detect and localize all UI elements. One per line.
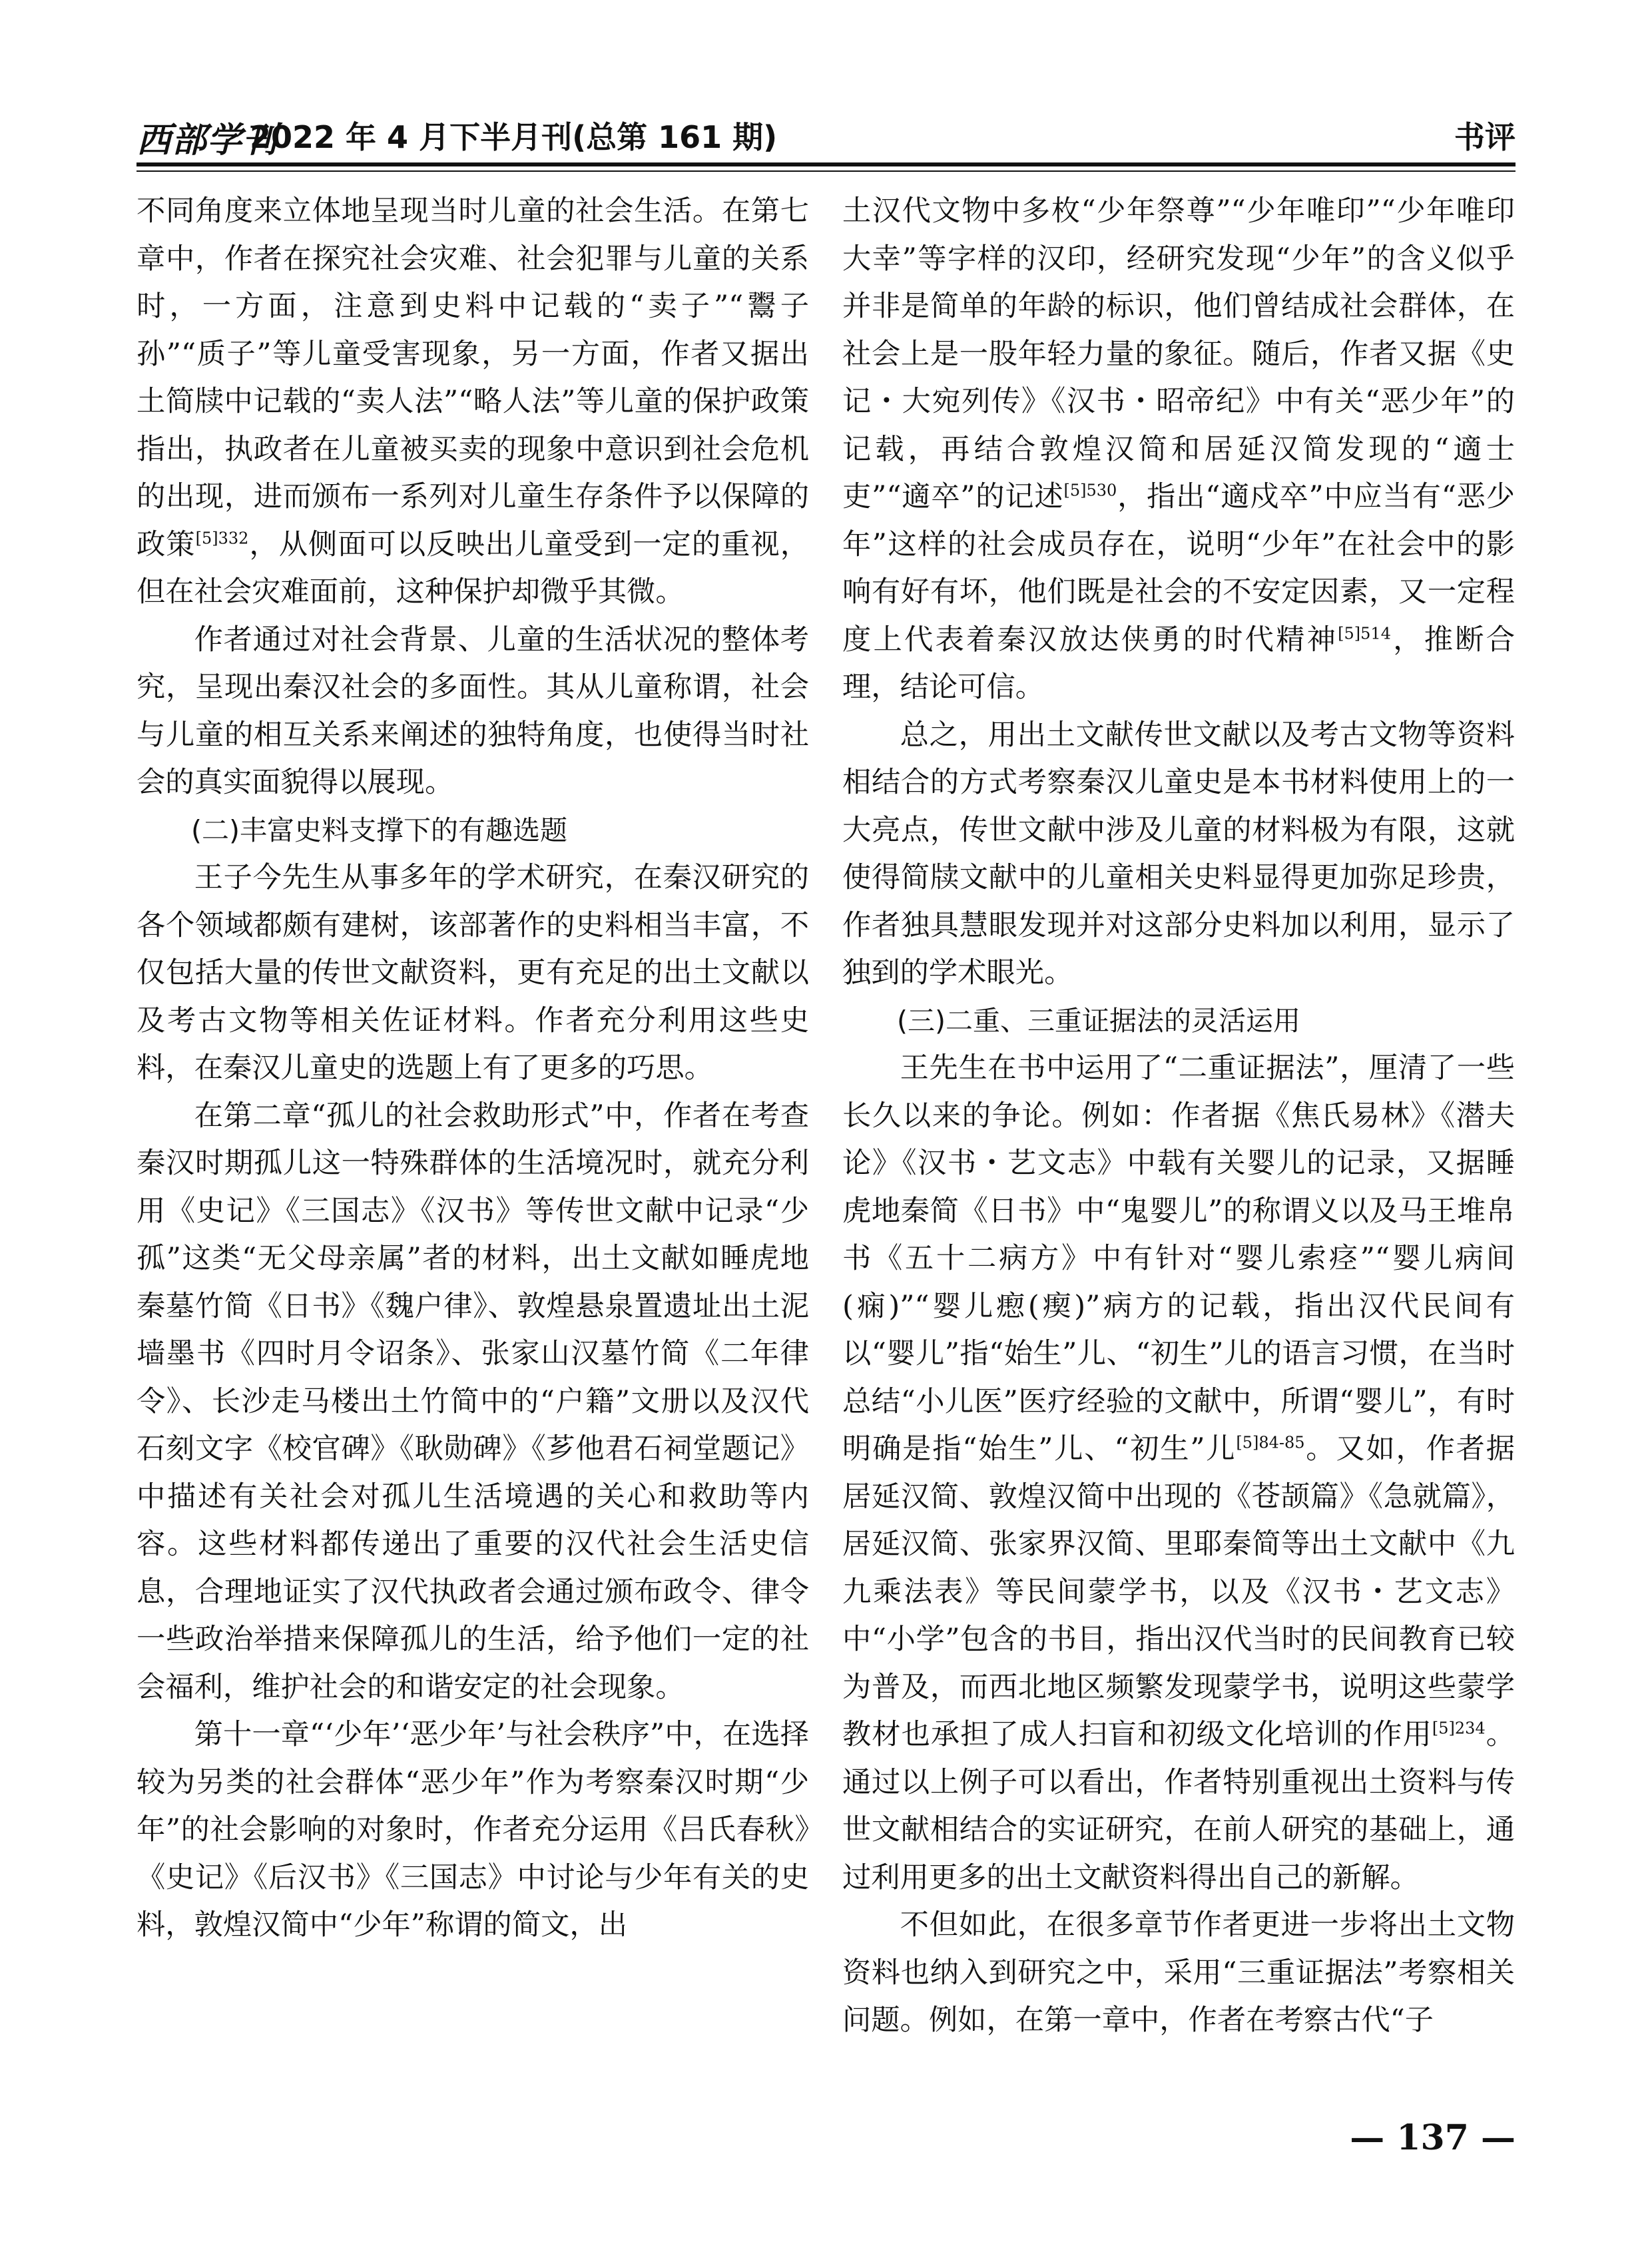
paragraph: 在第二章“孤儿的社会救助形式”中，作者在考查秦汉时期孤儿这一特殊群体的生活境况时，就充分利用《史记》《三国志》《汉书》等传世文献中记录“少孤”这类“无父母亲属”者的材料，出土文献如睡虎地秦墓竹简《日书》《魏户律》、敦煌悬泉置遗址出土泥墙墨书《四时月令诏条》、张家山汉墓竹简《二年律令》、长沙走马楼出土竹简中的“户籍”文册以及汉代石刻文字《校官碑》《耿勋碑》《芗他君石祠堂题记》中描述有关社会对孤儿生活境遇的关心和救助等内容。这些材料都传递出了重要的汉代社会生活史信息，合理地证实了汉代执政者会通过颁布政令、律令一些政治举措来保障孤儿的生活，给予他们一定的社会福利，维护社会的和谐安定的社会现象。 bbox=[137, 1099, 809, 1704]
section-subheading: (三)二重、三重证据法的灵活运用 bbox=[897, 1004, 1300, 1037]
paragraph: 不同角度来立体地呈现当时儿童的社会生活。在第七章中，作者在探究社会灾难、社会犯罪与儿童的关系时，一方面，注意到史料中记载的“卖子”“鬻子孙”“质子”等儿童受害现象，另一方面，作者又据出土简牍中记载的“卖人法”“略人法”等儿童的保护政策指出，执政者在儿童被买卖的现象中意识到社会危机的出现，进而颁布一系列对儿童生存条件予以保障的政策$^{[5]332}$，从侧面可以反映出儿童受到一定的重视，但在社会灾难面前，这种保护却微乎其微。 bbox=[137, 194, 810, 609]
paragraph: 王先生在书中运用了“二重证据法”，厘清了一些长久以来的争论。例如：作者据《焦氏易林》《潜夫论》《汉书・艺文志》中载有关婴儿的记录，又据睡虎地秦简《日书》中“鬼婴儿”的称谓义以及马王堆帛书《五十二病方》中有针对“婴儿索痉”“婴儿病间(痫)”“婴儿瘛(瘈)”病方的记载，指出汉代民间有以“婴儿”指“始生”儿、“初生”儿的语言习惯，在当时总结“小儿医”医疗经验的文献中，所谓“婴儿”，有时明确是指“始生”儿、“初生”儿$^{[5]84-85}$。又如，作者据居延汉简、敦煌汉简中出现的《苍颉篇》《急就篇》，居延汉简、张家界汉简、里耶秦简等出土文献中《九九乘法表》等民间蒙学书，以及《汉书・艺文志》中“小学”包含的书目，指出汉代当时的民间教育已较为普及，而西北地区频繁发现蒙学书，说明这些蒙学教材也承担了成人扫盲和初级文化培训的作用$^{[5]234}$。通过以上例子可以看出，作者特别重视出土资料与传世文献相结合的实证研究，在前人研究的基础上，通过利用更多的出土文献资料得出自己的新解。 bbox=[842, 1051, 1515, 1894]
citation: [5]530 bbox=[1063, 481, 1117, 500]
journal-logo: 西部学刊 bbox=[137, 120, 278, 160]
header-rule-thin bbox=[137, 170, 1515, 172]
paragraph: 不但如此，在很多章节作者更进一步将出土文物资料也纳入到研究之中，采用“三重证据法”考察相关问题。例如，在第一章中，作者在考察古代“子 bbox=[842, 1908, 1515, 2037]
page-header bbox=[137, 100, 1515, 160]
section-subheading: (二)丰富史料支撑下的有趣选题 bbox=[191, 814, 567, 846]
issue-info: 2022 年 4 月下半月刊(总第 161 期) bbox=[250, 119, 778, 155]
header-rule-thick bbox=[137, 162, 1515, 166]
citation: [5]84-85 bbox=[1236, 1433, 1305, 1452]
left-column bbox=[137, 188, 809, 1950]
citation: [5]234 bbox=[1432, 1719, 1486, 1738]
page-number: — 137 — bbox=[1350, 2117, 1515, 2158]
paragraph: 第十一章“‘少年’‘恶少年’与社会秩序”中，在选择较为另类的社会群体“恶少年”作为考察秦汉时期“少年”的社会影响的对象时，作者充分运用《吕氏春秋》《史记》《后汉书》《三国志》中讨论与少年有关的史料，敦煌汉简中“少年”称谓的简文，出 bbox=[137, 1718, 809, 1942]
paragraph: 作者通过对社会背景、儿童的生活状况的整体考究，呈现出秦汉社会的多面性。其从儿童称谓，社会与儿童的相互关系来阐述的独特角度，也使得当时社会的真实面貌得以展现。 bbox=[137, 623, 809, 799]
paragraph: 土汉代文物中多枚“少年祭尊”“少年唯印”“少年唯印大幸”等字样的汉印，经研究发现“少年”的含义似乎并非是简单的年龄的标识，他们曾结成社会群体，在社会上是一股年轻力量的象征。随后，作者又据《史记・大宛列传》《汉书・昭帝纪》中有关“恶少年”的记载，再结合敦煌汉简和居延汉简发现的“適士吏”“適卒”的记述$^{[5]530}$，指出“適戍卒”中应当有“恶少年”这样的社会成员存在，说明“少年”在社会中的影响有好有坏，他们既是社会的不安定因素，又一定程度上代表着秦汉放达侠勇的时代精神$^{[5]514}$，推断合理，结论可信。 bbox=[842, 194, 1515, 704]
citation: [5]332 bbox=[195, 529, 249, 548]
paragraph: 总之，用出土文献传世文献以及考古文物等资料相结合的方式考察秦汉儿童史是本书材料使用上的一大亮点，传世文献中涉及儿童的材料极为有限，这就使得简牍文献中的儿童相关史料显得更加弥足珍贵，作者独具慧眼发现并对这部分史料加以利用，显示了独到的学术眼光。 bbox=[842, 718, 1515, 989]
section-label: 书评 bbox=[1454, 119, 1515, 155]
paragraph: 王子今先生从事多年的学术研究，在秦汉研究的各个领域都颇有建树，该部著作的史料相当丰富，不仅包括大量的传世文献资料，更有充足的出土文献以及考古文物等相关佐证材料。作者充分利用这些史料，在秦汉儿童史的选题上有了更多的巧思。 bbox=[137, 861, 809, 1085]
citation: [5]514 bbox=[1338, 624, 1391, 643]
right-column bbox=[842, 188, 1515, 2045]
